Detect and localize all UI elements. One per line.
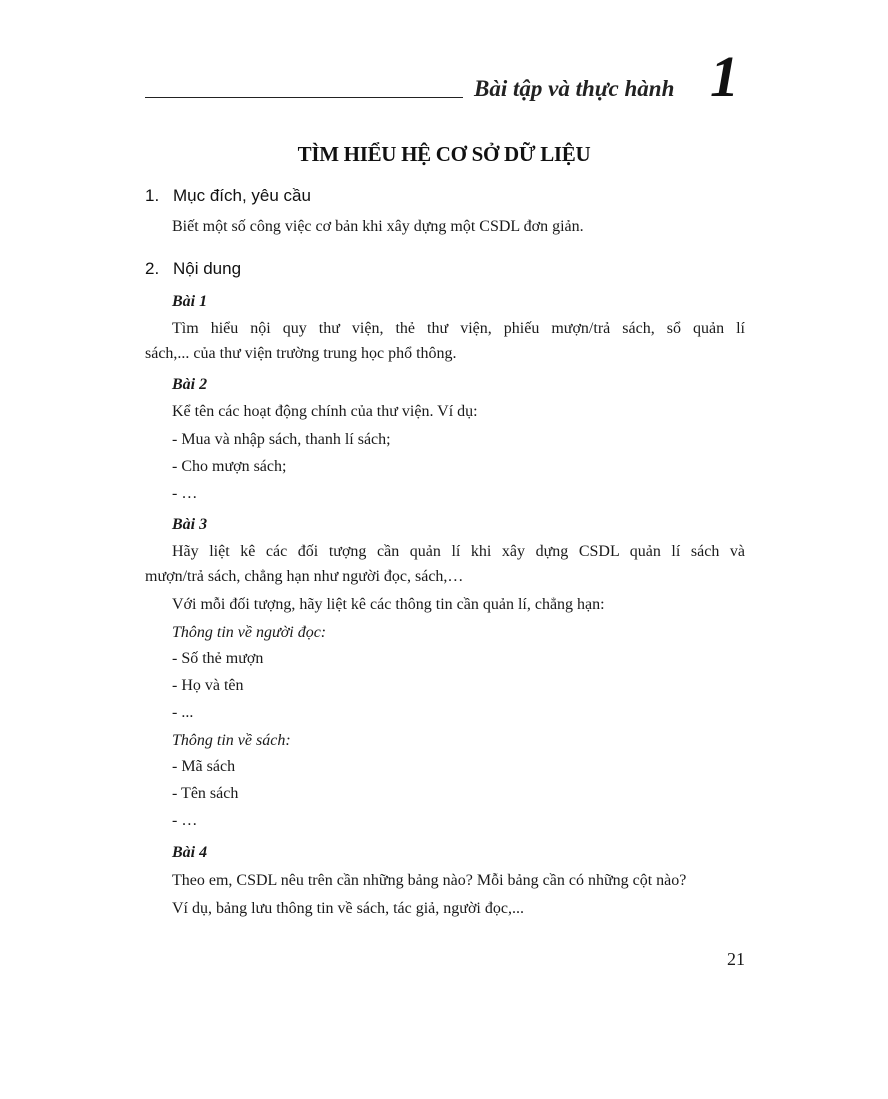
reader-info-item: - ... xyxy=(172,704,194,721)
book-info-item: - … xyxy=(172,812,198,829)
bai-3-line-1 xyxy=(145,544,745,560)
section-1-heading xyxy=(145,186,311,206)
bai-3-line-2: mượn/trả sách, chẳng hạn như người đọc, sách,… xyxy=(145,568,464,585)
bai-2-intro: Kể tên các hoạt động chính của thư viện. Ví dụ: xyxy=(172,403,478,420)
bai-3-label: Bài 3 xyxy=(172,516,208,533)
bai-4-line-2: Ví dụ, bảng lưu thông tin về sách, tác giả, người đọc,... xyxy=(172,900,524,917)
section-2-heading xyxy=(145,259,241,279)
section-1-number: 1. xyxy=(145,186,160,205)
bai-1-line-2: sách,... của thư viện trường trung học phổ thông. xyxy=(145,345,457,362)
reader-info-item: - Số thẻ mượn xyxy=(172,650,264,667)
page-number: 21 xyxy=(727,949,745,969)
section-1-title: Mục đích, yêu cầu xyxy=(173,186,311,205)
reader-info-heading: Thông tin về người đọc: xyxy=(172,624,327,641)
bai-1-line-1-text: Tìm hiểu nội quy thư viện, thẻ thư viện, phiếu mượn/trả sách, sổ quản lí xyxy=(172,320,745,337)
page-title: TÌM HIỂU HỆ CƠ SỞ DỮ LIỆU xyxy=(297,142,591,166)
running-header-number: 1 xyxy=(710,44,739,109)
bai-1-line-1 xyxy=(145,321,745,337)
section-2-title: Nội dung xyxy=(173,259,242,278)
section-2-number: 2. xyxy=(145,259,160,278)
book-info-item: - Tên sách xyxy=(172,785,239,802)
bai-4-label: Bài 4 xyxy=(172,844,208,861)
bai-3-line-1-text: Hãy liệt kê các đối tượng cần quản lí khi xây dựng CSDL quản lí sách và xyxy=(172,543,745,560)
book-info-heading: Thông tin về sách: xyxy=(172,732,291,749)
book-info-item: - Mã sách xyxy=(172,758,236,775)
bai-2-item: - Mua và nhập sách, thanh lí sách; xyxy=(172,431,391,448)
bai-2-item: - … xyxy=(172,485,198,502)
header-rule xyxy=(145,97,463,98)
bai-2-item: - Cho mượn sách; xyxy=(172,458,287,475)
bai-2-label: Bài 2 xyxy=(172,376,208,393)
bai-3-line-3: Với mỗi đối tượng, hãy liệt kê các thông tin cần quản lí, chẳng hạn: xyxy=(172,596,605,613)
running-header-title: Bài tập và thực hành xyxy=(474,76,675,101)
section-1-text: Biết một số công việc cơ bản khi xây dựng một CSDL đơn giản. xyxy=(172,218,584,235)
bai-1-label: Bài 1 xyxy=(172,293,208,310)
reader-info-item: - Họ và tên xyxy=(172,677,244,694)
bai-4-line-1: Theo em, CSDL nêu trên cần những bảng nào? Mỗi bảng cần có những cột nào? xyxy=(172,872,687,889)
